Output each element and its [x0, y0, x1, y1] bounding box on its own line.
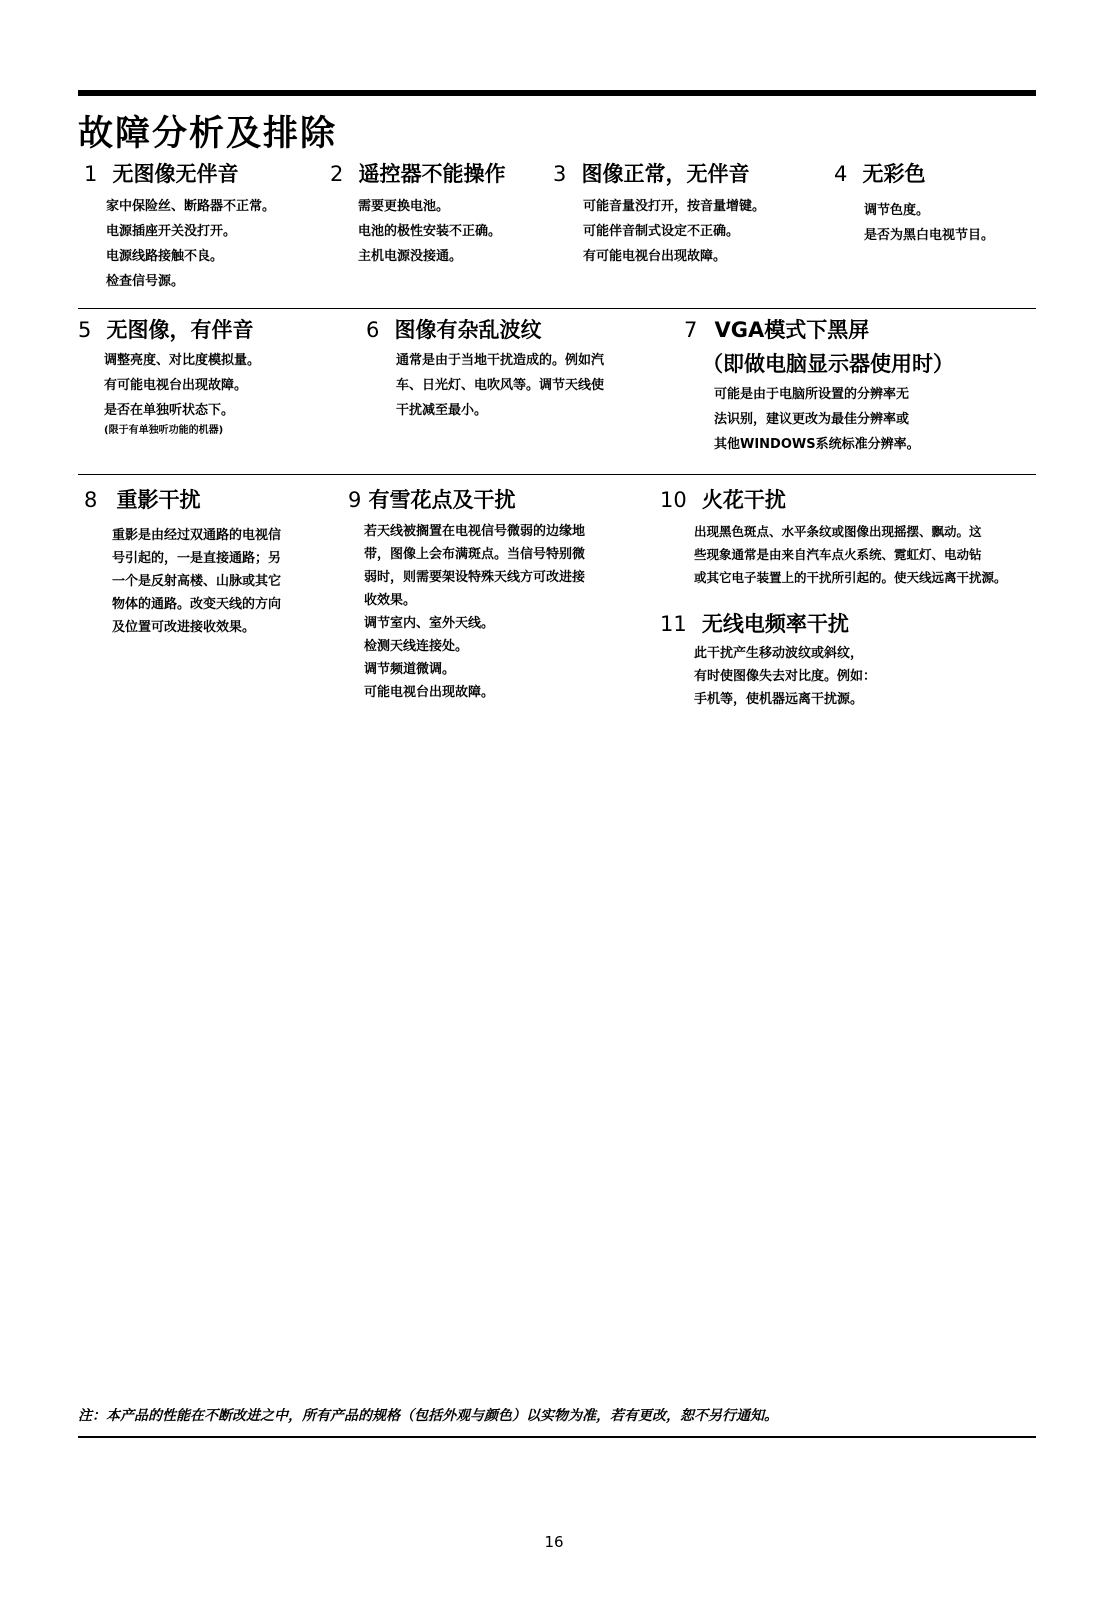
section-heading: 无彩色	[862, 162, 926, 186]
section-noisy-ripple	[366, 314, 604, 423]
section-number: 8	[84, 488, 98, 512]
section-divider	[78, 474, 1036, 475]
section-no-picture-has-sound	[78, 314, 260, 439]
section-number: 1	[84, 162, 98, 186]
section-line: 有可能电视台出现故障。	[583, 249, 727, 264]
section-heading: 有雪花点及干扰	[368, 488, 516, 512]
section-heading: 无图像无伴音	[112, 162, 239, 186]
section-line: 可能电视台出现故障。	[364, 685, 495, 700]
section-line: 带，图像上会布满斑点。当信号特别微	[364, 547, 586, 562]
section-line: 检查信号源。	[106, 274, 185, 289]
section-line: 调节频道微调。	[364, 662, 456, 677]
section-line: 有可能电视台出现故障。	[104, 378, 248, 393]
section-divider	[78, 308, 1036, 309]
section-line: 干扰减至最小。	[396, 403, 488, 418]
section-heading-line2: （即做电脑显示器使用时）	[702, 352, 954, 376]
section-line: 可能音量没打开，按音量增键。	[583, 199, 766, 214]
section-line: 家中保险丝、断路器不正常。	[106, 199, 276, 214]
footer-disclaimer: 注：本产品的性能在不断改进之中，所有产品的规格（包括外观与颜色）以实物为准，若有更改，恕不另行通知。	[78, 1408, 778, 1424]
section-ghosting	[84, 484, 281, 639]
section-number: 3	[553, 162, 567, 186]
section-picture-ok-no-sound	[553, 158, 765, 269]
section-vga-black-screen	[684, 314, 954, 457]
section-heading: 无线电频率干扰	[701, 612, 849, 636]
section-line: 通常是由于当地干扰造成的。例如汽	[396, 353, 605, 368]
section-line: 出现黑色斑点、水平条纹或图像出现摇摆、飘动。这	[694, 524, 982, 539]
page-number: 16	[544, 1533, 564, 1551]
section-number: 7	[684, 318, 698, 342]
section-line: 电源线路接触不良。	[106, 249, 224, 264]
section-heading: 图像正常，无伴音	[581, 162, 750, 186]
section-heading: 火花干扰	[701, 488, 786, 512]
section-spark-interference	[660, 484, 1007, 589]
section-line: 可能伴音制式设定不正确。	[583, 224, 740, 239]
top-rule	[78, 90, 1036, 96]
section-number: 11	[660, 612, 687, 636]
section-line: 此干扰产生移动波纹或斜纹，	[694, 646, 864, 661]
section-heading: VGA模式下黑屏	[714, 318, 870, 342]
section-line: 调整亮度、对比度模拟量。	[104, 353, 261, 368]
section-line: 车、日光灯、电吹风等。调节天线使	[396, 378, 605, 393]
section-line: 及位置可改进接收效果。	[112, 620, 256, 635]
section-number: 6	[366, 318, 380, 342]
section-no-color	[834, 158, 994, 248]
section-snow-interference	[348, 484, 585, 704]
section-small-note: (限于有单独听功能的机器)	[104, 425, 224, 436]
section-number: 5	[78, 318, 92, 342]
section-heading: 遥控器不能操作	[358, 162, 506, 186]
section-heading: 图像有杂乱波纹	[394, 318, 542, 342]
footer-rule	[78, 1436, 1036, 1438]
section-line: 法识别，建议更改为最佳分辨率或	[714, 412, 910, 427]
section-number: 4	[834, 162, 848, 186]
section-line: 或其它电子装置上的干扰所引起的。使天线远离干扰源。	[694, 570, 1007, 585]
section-line: 是否在单独听状态下。	[104, 403, 235, 418]
section-line: 号引起的，一是直接通路；另	[112, 551, 282, 566]
section-line: 有时使图像失去对比度。例如：	[694, 669, 877, 684]
section-line: 检测天线连接处。	[364, 639, 469, 654]
section-line: 电源插座开关没打开。	[106, 224, 237, 239]
section-line: 重影是由经过双通路的电视信	[112, 528, 282, 543]
section-line: 其他WINDOWS系统标准分辨率。	[714, 437, 920, 452]
section-number: 9	[348, 488, 362, 512]
section-radio-frequency-interference	[660, 608, 876, 711]
section-heading: 无图像，有伴音	[106, 318, 254, 342]
section-line: 调节室内、室外天线。	[364, 616, 495, 631]
section-line: 些现象通常是由来自汽车点火系统、霓虹灯、电动钻	[694, 547, 982, 562]
section-line: 是否为黑白电视节目。	[864, 228, 995, 243]
section-line: 收效果。	[364, 593, 417, 608]
section-line: 物体的通路。改变天线的方向	[112, 597, 282, 612]
section-line: 弱时，则需要架设特殊天线方可改进接	[364, 570, 586, 585]
section-heading: 重影干扰	[116, 488, 201, 512]
section-line: 手机等，使机器远离干扰源。	[694, 692, 864, 707]
section-remote-not-working	[330, 158, 505, 269]
section-line: 一个是反射高楼、山脉或其它	[112, 574, 282, 589]
section-line: 主机电源没接通。	[358, 249, 463, 264]
section-line: 若天线被搁置在电视信号微弱的边缘地	[364, 524, 586, 539]
page-title: 故障分析及排除	[78, 114, 338, 154]
section-line: 需要更换电池。	[358, 199, 450, 214]
section-line: 调节色度。	[864, 203, 930, 218]
section-line: 电池的极性安装不正确。	[358, 224, 502, 239]
section-no-picture-no-sound	[84, 158, 275, 294]
section-line: 可能是由于电脑所设置的分辨率无	[714, 387, 910, 402]
section-number: 10	[660, 488, 687, 512]
section-number: 2	[330, 162, 344, 186]
